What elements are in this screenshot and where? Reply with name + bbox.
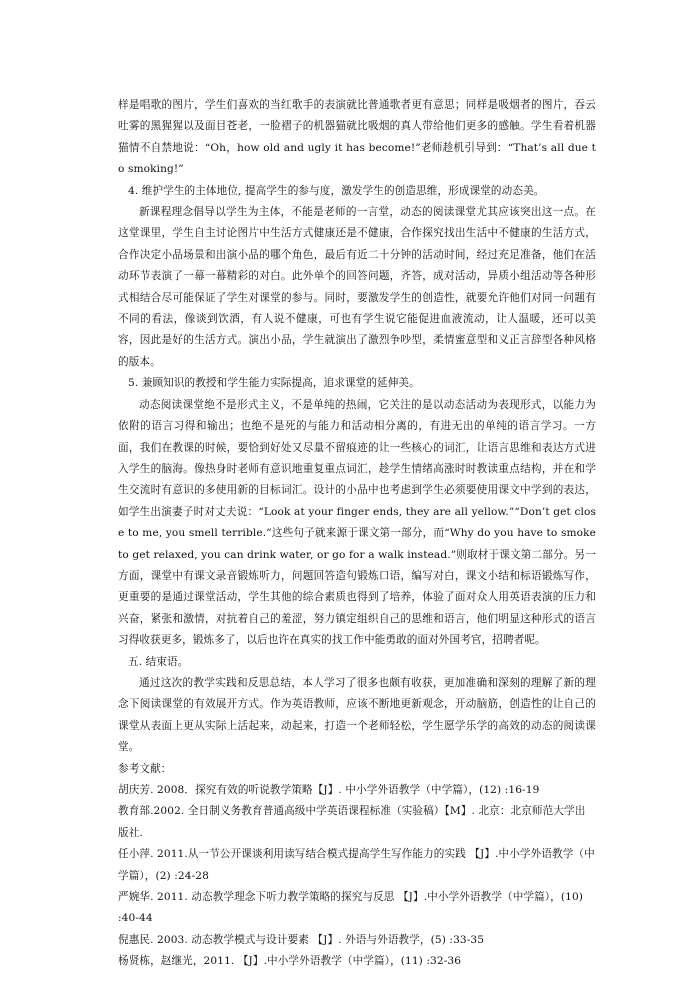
body-paragraph: 动态阅读课堂绝不是形式主义，不是单纯的热闹，它关注的是以动态活动为表现形式，以能力为依附的语言习得和输出；也绝不是死的与能力和活动相分离的，有进无出的单纯的语言学习。一方面，我们在教课的时候，要恰到好处又尽量不留痕迹的让一些核心的词汇，让语言思维和表达方式进入学生的脑海。像热身时老师有意识地重复重点词汇，趁学生情绪高涨时时教读重点结构，并在和学生交流时有意识的多使用新的目标词汇。设计的小品中也考虑到学生必须要使用课文中学到的表达，如学生出演妻子时对丈夫说：“Look at your finger ends, they are all yellow.”“Don’t get close to me, you smell terrible.”这些句子就来源于课文第一部分，而“Why do you have to smoke to get relaxed, you can drink water, or go for a walk instead.”则取材于课文第二部分。另一方面，课堂中有课文录音锻炼听力，问题回答造句锻炼口语，编写对白，课文小结和标语锻炼写作，更重要的是通过课堂活动，学生其他的综合素质也得到了培养，体验了面对众人用英语表演的压力和兴奋，紧张和激情，对抗着自己的羞涩，努力镇定组织自己的思维和语言，他们明显这种形式的语言习得收获更多，锻炼多了，以后也许在真实的找工作中能勇敢的面对外国考官，招聘者呢。 — [118, 398, 596, 647]
reference-item: 严婉华. 2011. 动态教学理念下听力教学策略的探究与反思 【J】.中小学外语教学（中学篇），(10) :40-44 — [118, 891, 584, 925]
section-heading: 五. 结束语。 — [128, 655, 189, 668]
reference-item: 杨贤栋，赵继光，2011. 【J】.中小学外语教学（中学篇），(11) :32-36 — [118, 955, 462, 968]
reference-item: 任小萍. 2011.从一节公开课谈利用读写结合模式提高学生写作能力的实践 【J】.中小学外语教学（中学篇），(2) :24-28 — [118, 848, 595, 882]
body-paragraph: 样是唱歌的图片，学生们喜欢的当红歌手的表演就比普通歌者更有意思；同样是吸烟者的图片，吞云吐雾的黑猩猩以及面目苍老，一脸褶子的机器猫就比吸烟的真人带给他们更多的感触。学生看着机器猫情不自禁地说：“Oh，how old and ugly it has become!”老师趁机引导到：“That’s all due to smoking!” — [118, 99, 596, 176]
reference-item: 教育部.2002. 全日制义务教育普通高级中学英语课程标准（实验稿）【M】. 北京：北京师范大学出版社. — [118, 805, 586, 839]
references-title: 参考文献： — [118, 762, 172, 775]
body-paragraph: 通过这次的教学实践和反思总结，本人学习了很多也颇有收获，更加准确和深刻的理解了新的理念下阅读课堂的有效展开方式。作为英语教师，应该不断地更新观念，开动脑筋，创造性的让自己的课堂从表面上更从实际上活起来，动起来，打造一个老师轻松，学生愿学乐学的高效的动态的阅读课堂。 — [118, 676, 596, 754]
reference-item: 胡庆芳. 2008．探究有效的听说教学策略【J】. 中小学外语教学（中学篇），(12) :16-19 — [118, 784, 540, 796]
section-heading: 4. 维护学生的主体地位, 提高学生的参与度，激发学生的创造思维，形成课堂的动态美。 — [128, 184, 545, 197]
body-paragraph: 新课程理念倡导以学生为主体，不能是老师的一言堂，动态的阅读课堂尤其应该突出这一点。在这堂课里，学生自主讨论图片中生活方式健康还是不健康，合作探究找出生活中不健康的生活方式，合作决定小品场景和出演小品的哪个角色，最后有近二十分钟的活动时间，经过充足准备，他们在活动环节表演了一幕一幕精彩的对白。此外单个的回答问题，齐答，成对活动，异质小组活动等各种形式相结合尽可能保证了学生对课堂的参与。同时，要激发学生的创造性，就要允许他们对同一问题有不同的看法，像谈到饮酒，有人说不健康，可也有学生说它能促进血液流动，让人温暖，还可以美容，因此是好的生活方式。演出小品，学生就演出了激烈争吵型，柔情蜜意型和义正言辞型各种风格的版本。 — [118, 206, 596, 368]
reference-item: 倪惠民. 2003. 动态教学模式与设计要素 【J】. 外语与外语教学，(5) :33-35 — [118, 933, 485, 946]
section-heading: 5. 兼顾知识的教授和学生能力实际提高，追求课堂的延伸美。 — [128, 377, 420, 390]
